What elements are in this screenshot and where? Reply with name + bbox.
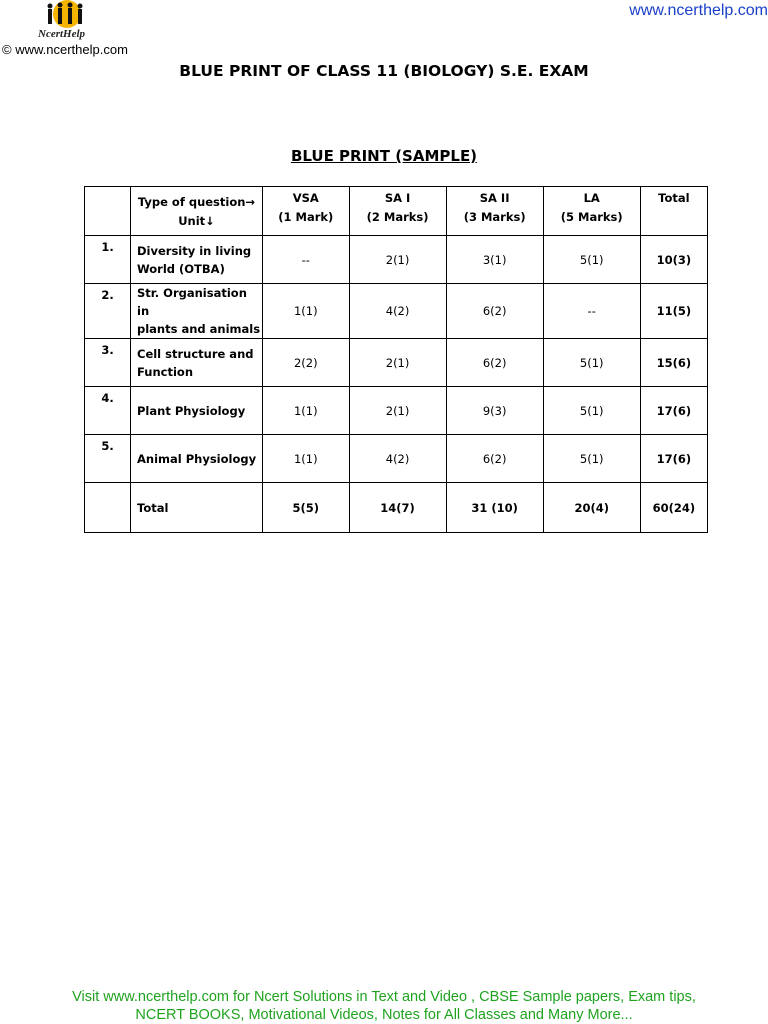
footer-line1[interactable]: Visit www.ncerthelp.com for Ncert Solutions in Text and Video , CBSE Sample papers, Exam tips, [72,989,696,1005]
row-total-value: 17(6) [640,435,707,483]
la-value: 5(1) [543,435,640,483]
totals-serial-cell [85,483,131,533]
header-unit-label: Unit↓ [178,214,215,228]
footer-line2[interactable]: NCERT BOOKS, Motivational Videos, Notes for All Classes and Many More... [135,1007,633,1023]
table-row [85,236,708,284]
vsa-value: 1(1) [263,435,350,483]
row-total-value: 15(6) [640,339,707,387]
table-row [85,284,708,339]
logo-people-icon [32,0,102,30]
sa2-value: 6(2) [446,435,543,483]
sa2-value: 6(2) [446,339,543,387]
unit-name [131,435,263,483]
logo-text: NcertHelp [38,28,86,40]
unit-name-line1: Cell structure and [137,346,254,361]
unit-name-line2: World (OTBA) [137,261,225,276]
sa1-value: 2(1) [349,387,446,435]
table-header-row [85,187,708,236]
document-title: BLUE PRINT OF CLASS 11 (BIOLOGY) S.E. EXAM [179,62,589,80]
sa1-value: 4(2) [349,284,446,339]
la-value: 5(1) [543,236,640,284]
vsa-total: 5(5) [263,483,350,533]
header-la-cell [543,187,640,236]
sa1-total: 14(7) [349,483,446,533]
row-total-value: 11(5) [640,284,707,339]
table-row [85,339,708,387]
vsa-value: 2(2) [263,339,350,387]
header-serial-cell [85,187,131,236]
site-link[interactable]: www.ncerthelp.com [629,2,768,19]
serial-number: 2. [85,284,131,339]
totals-row [85,483,708,533]
unit-name [131,284,263,339]
vsa-value: 1(1) [263,284,350,339]
header-vsa-marks: (1 Mark) [278,210,334,224]
unit-name-line1: Diversity in living [137,243,252,258]
grand-total: 60(24) [640,483,707,533]
table-row [85,435,708,483]
unit-name-line2: plants and animals [137,322,261,336]
blueprint-table [84,186,708,533]
unit-name [131,236,263,284]
section-title: BLUE PRINT (SAMPLE) [290,147,478,165]
header-total-cell [640,187,707,236]
header-vsa-cell [263,187,350,236]
header-la-marks: (5 Marks) [560,210,623,224]
row-total-value: 10(3) [640,236,707,284]
header-type-label: Type of question→ [137,195,256,209]
totals-label: Total [131,483,263,533]
serial-number: 4. [85,387,131,435]
sa2-total: 31 (10) [446,483,543,533]
serial-number: 3. [85,339,131,387]
sa2-value: 3(1) [446,236,543,284]
unit-name-line2: Function [137,364,194,379]
header-sa1-label: SA I [384,191,411,205]
header-type-cell [131,187,263,236]
sa1-value: 2(1) [349,236,446,284]
sa1-value: 4(2) [349,435,446,483]
la-total: 20(4) [543,483,640,533]
header-sa2-label: SA II [479,191,510,205]
header-sa2-cell [446,187,543,236]
unit-name-line1: Str. Organisation in [137,286,247,318]
vsa-value: -- [263,236,350,284]
header-sa2-marks: (3 Marks) [463,210,526,224]
header-vsa-label: VSA [292,191,319,205]
serial-number: 1. [85,236,131,284]
unit-name-line1: Animal Physiology [137,451,257,466]
header-total-label: Total [658,191,690,205]
la-value: 5(1) [543,387,640,435]
sa1-value: 2(1) [349,339,446,387]
sa2-value: 9(3) [446,387,543,435]
serial-number: 5. [85,435,131,483]
unit-name-line1: Plant Physiology [137,403,246,418]
la-value: 5(1) [543,339,640,387]
header-la-label: LA [583,191,600,205]
sa2-value: 6(2) [446,284,543,339]
unit-name [131,387,263,435]
header-sa1-cell [349,187,446,236]
row-total-value: 17(6) [640,387,707,435]
vsa-value: 1(1) [263,387,350,435]
footer-promo[interactable] [0,988,768,1024]
table-row [85,387,708,435]
copyright-text: © www.ncerthelp.com [2,42,128,57]
la-value: -- [543,284,640,339]
header-sa1-marks: (2 Marks) [366,210,429,224]
unit-name [131,339,263,387]
